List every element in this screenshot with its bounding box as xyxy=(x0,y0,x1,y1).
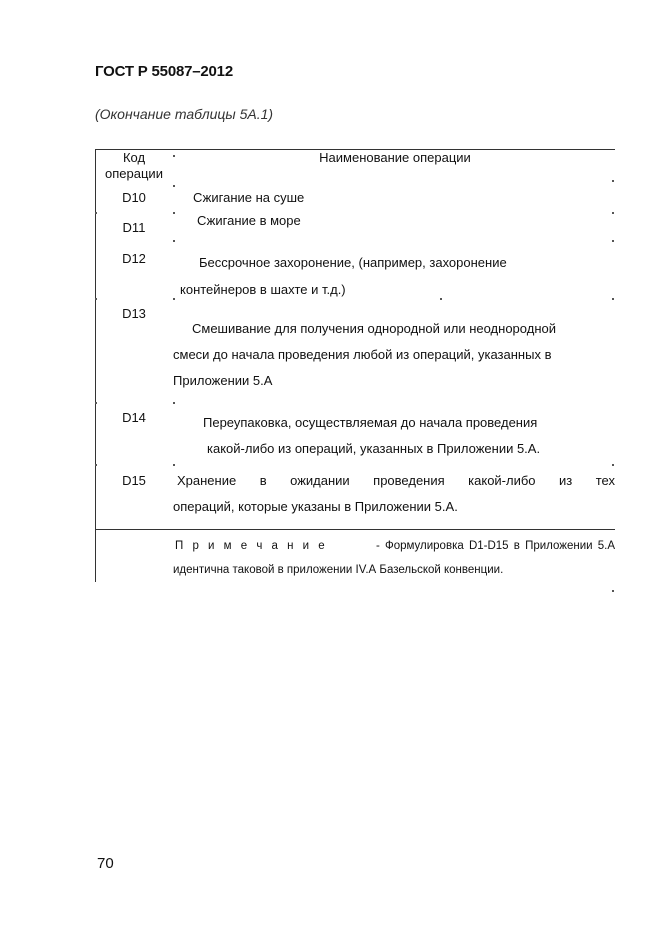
scan-dot xyxy=(612,590,614,592)
scan-dot xyxy=(612,298,614,300)
row-name-line: Хранение в ожидании проведения какой-либо из тех xyxy=(177,473,615,488)
note-text: - Формулировка D1-D15 в Приложении 5.А xyxy=(375,540,615,552)
note-row-border xyxy=(95,529,615,530)
scan-dot xyxy=(95,212,97,214)
row-name-line: Бессрочное захоронение, (например, захоронение xyxy=(199,255,507,270)
scan-dot xyxy=(95,402,97,404)
row-name-line: операций, которые указаны в Приложении 5.А. xyxy=(173,499,458,514)
scan-dot xyxy=(173,298,175,300)
scan-dot xyxy=(173,464,175,466)
row-code: D11 xyxy=(122,220,146,235)
row-code: D14 xyxy=(122,410,146,425)
scan-dot xyxy=(612,240,614,242)
row-name: Сжигание в море xyxy=(197,213,301,228)
row-code: D10 xyxy=(122,190,146,205)
scan-dot xyxy=(612,212,614,214)
scan-dot xyxy=(95,298,97,300)
table-note-line2: идентична таковой в приложении IV.А Базельской конвенции. xyxy=(173,564,504,576)
header-code-line1: Код xyxy=(122,150,146,165)
row-name-line: какой-либо из операций, указанных в Приложении 5.А. xyxy=(207,441,541,456)
row-code: D13 xyxy=(122,306,146,321)
note-label: П р и м е ч а н и е xyxy=(175,540,328,552)
table-note-line1 xyxy=(175,534,615,558)
row-name-line: Смешивание для получения однородной или неоднородной xyxy=(192,321,556,336)
row-name-line: Переупаковка, осуществляемая до начала проведения xyxy=(203,415,538,430)
row-name: Сжигание на суше xyxy=(193,190,305,205)
row-name-line: контейнеров в шахте и т.д.) xyxy=(180,282,346,297)
row-name-line: Приложении 5.А xyxy=(173,373,273,388)
scan-dot xyxy=(612,180,614,182)
document-header: ГОСТ Р 55087–2012 xyxy=(95,63,233,80)
page-number: 70 xyxy=(97,855,114,872)
row-name-line: смеси до начала проведения любой из операций, указанных в xyxy=(173,347,552,362)
scan-dot xyxy=(173,240,175,242)
scan-dot xyxy=(95,464,97,466)
header-code-line2: операции xyxy=(105,166,163,181)
scan-dot xyxy=(440,298,442,300)
scan-dot xyxy=(173,212,175,214)
scan-dot xyxy=(612,464,614,466)
header-name: Наименование операции xyxy=(319,150,471,165)
row-code: D15 xyxy=(122,473,146,488)
scan-dot xyxy=(173,402,175,404)
table-caption: (Окончание таблицы 5А.1) xyxy=(95,106,274,122)
header-code xyxy=(95,150,173,182)
scan-dot xyxy=(173,185,175,187)
row-code: D12 xyxy=(122,251,146,266)
